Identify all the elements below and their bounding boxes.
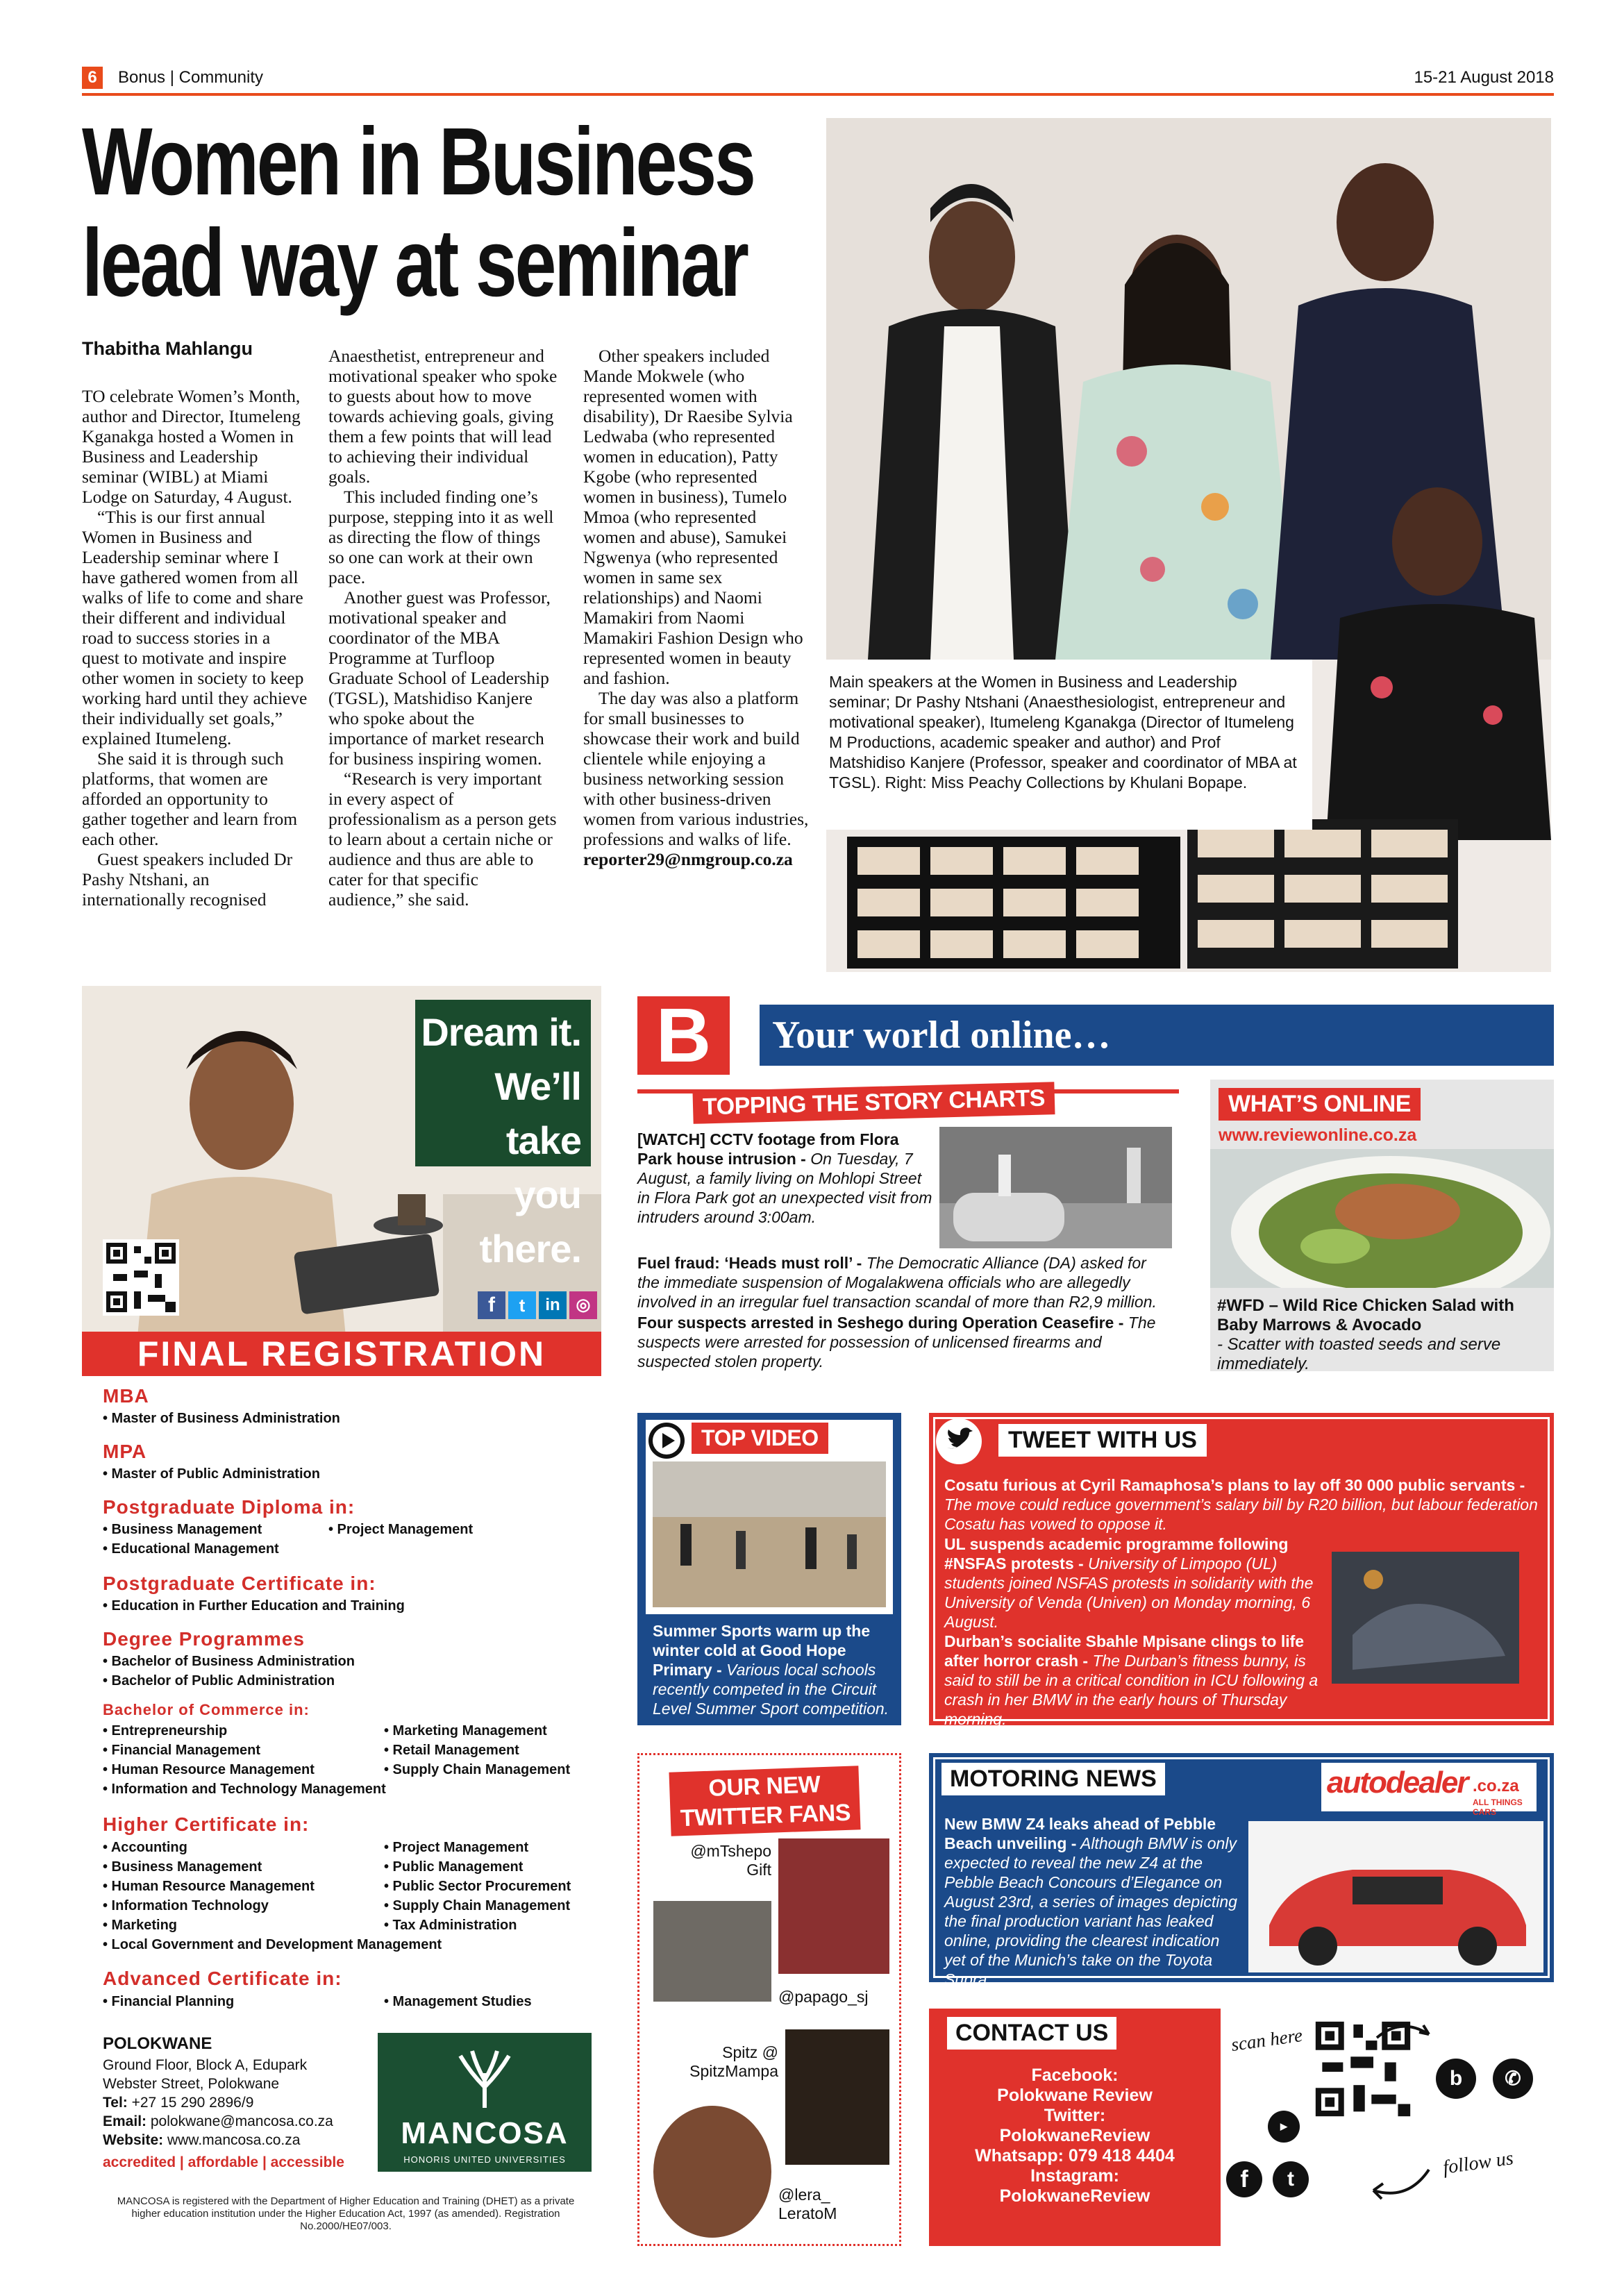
fan-handle[interactable]: Spitz @ SpitzMampa [689,2043,778,2080]
story-body: - Scatter with toasted seeds and serve immediately. [1217,1335,1501,1373]
headline-line-2: lead way at seminar [82,210,747,317]
tel-label: Tel: [103,2095,128,2111]
twitter-fans-tab [669,1766,860,1836]
paragraph: Another guest was Professor, motivational speaker and coordinator of the MBA Programme at Turfloop Graduate School of Leadership (TGSL), Matshidiso Kanjere who spoke about the importance of market research for business inspiring women. [328,587,551,769]
brand-name: MANCOSA [401,2116,569,2150]
seminar-photo [826,118,1551,972]
arrow-icon [1366,2163,1436,2204]
paragraph: This included finding one’s purpose, stepping into it as well as directing the flow of things so one can work at their own pace. [328,487,554,587]
story-body: Although BMW is only expected to reveal the new Z4 at the Pebble Beach Concours d’Elegance on August 23rd, a series of images depicting the final production variant has leaked online, providing the clearest indication yet of the Munich’s take on the Toyota Supra. [944,1834,1237,1988]
programme-heading: Degree Programmes [103,1628,305,1650]
tab-line: OUR NEW [708,1771,821,1802]
online-section [637,993,1554,2246]
autodealer-tld: .co.za [1473,1777,1519,1795]
email-label: Email: [103,2113,147,2129]
contact-line[interactable]: Whatsapp: 079 418 4404 [975,2146,1175,2165]
fan-photo [653,1901,771,2002]
programme-item: • Information and Technology Management [103,1782,386,1797]
contact-line[interactable]: Polokwane Review [997,2086,1153,2105]
programme-heading: MBA [103,1385,149,1407]
programme-item: • Business Management [103,1859,262,1875]
twitter-icon[interactable]: t [1273,2161,1309,2197]
paragraph: She said it is through such platforms, that women are afforded an opportunity to gather together and learn from each other. [82,748,298,849]
fan-handle[interactable]: @lera_ LeratoM [778,2186,837,2222]
story-body: On Tuesday, 7 August, a family living on Mohlopi Street in Flora Park got an unexpected visit from intruders around 3:00am. [637,1150,932,1226]
fan-photo [653,2106,771,2238]
whatsapp-icon[interactable]: ✆ [1493,2059,1533,2099]
sports-illustration [653,1461,886,1607]
headline [82,108,840,317]
story-item[interactable] [944,1632,1330,1729]
story-item[interactable] [944,1475,1541,1534]
contact-line[interactable]: PolokwaneReview [999,2126,1150,2145]
slogan-line: you there. [479,1173,581,1271]
facebook-icon[interactable]: f [1226,2161,1262,2197]
story-body: The suspects were arrested for possession of unlicensed firearms and suspected stolen property. [637,1314,1156,1371]
twitter-icon[interactable]: t [508,1291,536,1319]
ad-photo [82,986,601,1336]
cctv-illustration [939,1127,1172,1248]
tel-value[interactable]: +27 15 290 2896/9 [127,2095,254,2111]
scan-here-label: scan here [1230,2024,1304,2056]
programme-item: • Education in Further Education and Training [103,1598,405,1614]
paragraph: Anaesthetist, entrepreneur and motivational speaker who spoke to guests about how to move towards achieving goals, giving them a few points that will lead to achieving their individual goals. [328,346,558,487]
whats-online-tab: WHAT’S ONLINE [1219,1088,1421,1121]
contact-line: Instagram: [1030,2166,1119,2186]
campus-city: POLOKWANE [103,2034,212,2053]
motoring-tab: MOTORING NEWS [941,1763,1165,1795]
top-video-tab: TOP VIDEO [692,1423,828,1454]
speakers-illustration [826,118,1551,972]
tab-line: TWITTER FANS [680,1799,851,1832]
programme-item: • Project Management [328,1522,474,1537]
play-icon[interactable] [647,1421,686,1460]
story-body: The Democratic Alliance (DA) asked for the immediate suspension of Mogalakwena officials who are allegedly involved in an irregular fuel transaction scandal of more than R2,9 million. [637,1254,1157,1311]
fan-handle[interactable]: @mTshepo Gift [690,1842,771,1879]
programme-item: • Retail Management [384,1743,519,1758]
campus-phone [103,2095,253,2111]
web-label: Website: [103,2132,164,2148]
bmw-photo [1248,1821,1543,1972]
car-illustration [1248,1821,1543,1972]
byline: Thabitha Mahlangu [82,338,253,359]
story-item[interactable] [637,1313,1172,1371]
story-item[interactable] [637,1253,1172,1312]
programme-item: • Educational Management [103,1541,279,1557]
contact-line: Twitter: [1044,2106,1106,2125]
slogan-line: We’ll take [494,1064,581,1162]
story-title: UL suspends academic programme following #NSFAS protests - [944,1535,1289,1573]
story-title: [WATCH] CCTV footage from Flora Park house intrusion - [637,1130,899,1168]
page-number: 6 [82,67,103,89]
paragraph: Other speakers included Mande Mokwele (who represented women with disability), Dr Raesibe Sylvia Ledwaba (who represented women in education), Patty Kgobe (who represented women in business), Tumelo Mmoa (who represented women and abuse), Samukei Ngwenya (who represented women in same sex relationships) and Naomi Mamakiri from Naomi Mamakiri Fashion Design who represented women in beauty and fashion. [583,346,803,688]
arrow-icon [1373,2017,1436,2052]
story-title: Summer Sports warm up the winter cold at Good Hope Primary - [653,1622,871,1679]
paragraph: TO celebrate Women’s Month, author and Director, Itumeleng Kganakga hosted a Women in Business and Leadership seminar (WIBL) at Miami Lodge on Saturday, 4 August. [82,386,301,507]
tweet-tab: TWEET WITH US [998,1424,1207,1457]
campus-address: Webster Street, Polokwane [103,2076,280,2092]
ad-slogan [415,1000,591,1271]
blog-icon[interactable]: b [1436,2059,1476,2099]
paragraph: “This is our first annual Women in Business and Leadership seminar where I have gathered women from all walks of life to come and share their different and individual road to success stories in a quest to motivate and inspire other women in society to keep working hard until they achieve their individually set goals,” explained Itumeleng. [82,507,308,748]
programme-item: • Accounting [103,1840,187,1855]
programme-item: • Marketing [103,1918,178,1933]
programme-heading: Postgraduate Diploma in: [103,1496,355,1518]
tweet-box [929,1413,1554,1728]
section-label: Bonus | Community [118,68,263,87]
programme-heading: Advanced Certificate in: [103,1968,342,1989]
story-body: The Durban’s fitness bunny, is said to still be in a critical condition in ICU following a crash in her BMW in the early hours of Thursday morning. [944,1652,1319,1728]
programme-item: • Supply Chain Management [384,1898,571,1913]
fan-photo [778,1838,889,1974]
qr-code-icon[interactable] [103,1239,179,1316]
programme-item: • Marketing Management [384,1723,547,1738]
headline-line-1: Women in Business [82,108,754,215]
story-title: Fuel fraud: ‘Heads must roll’ - [637,1254,862,1272]
paragraph: “Research is very important in every aspect of professionalism as a person gets to learn about a certain niche or audience and thus are able to cater for that specific audience,” she said. [328,769,557,910]
programme-item: • Public Management [384,1859,524,1875]
reporter-email[interactable]: reporter29@nmgroup.co.za [583,849,793,869]
story-body: The move could reduce government’s salary bill by R20 billion, but labour federation Cosatu has vowed to oppose it. [944,1495,1538,1533]
programme-item: • Human Resource Management [103,1762,315,1777]
b-logo: B [637,996,730,1075]
campus-email [103,2113,333,2130]
facebook-icon[interactable]: f [478,1291,505,1319]
crash-illustration [1332,1552,1519,1684]
photo-caption: Main speakers at the Women in Business and Leadership seminar; Dr Pashy Ntshani (Anaesthesiologist, entrepreneur and motivational speaker), Itumeleng Kganakga (Director of Itumeleng M Productions, academic speaker and author) and Prof Matshidiso Kanjere (Professor, speaker and coordinator of MBA at TGSL). Right: Miss Peachy Collections by Khulani Bopape. [829,673,1297,791]
follow-us-label: follow us [1441,2147,1515,2179]
twitter-fans-box [637,1753,901,2246]
mancosa-advert [82,986,601,2249]
contact-box [929,2009,1221,2246]
youtube-icon[interactable]: ▶ [1268,2111,1300,2143]
story-body: University of Limpopo (UL) students joined NSFAS protests in solidarity with the University of Venda (Univen) on Monday morning, 6 August. [944,1555,1314,1631]
ad-tagline: accredited | affordable | accessible [103,2154,344,2170]
story-title: Cosatu furious at Cyril Ramaphosa’s plans to lay off 30 000 public servants - [944,1476,1525,1494]
programme-item: • Entrepreneurship [103,1723,228,1738]
cctv-photo [939,1127,1172,1248]
story-title: Four suspects arrested in Seshego during Operation Ceasefire - [637,1314,1124,1332]
fan-photo [785,2029,889,2165]
programme-heading: MPA [103,1441,147,1462]
crash-photo [1332,1552,1519,1684]
story-body: Various local schools recently competed in the Circuit Level Summer Sport competition. [653,1661,889,1718]
linkedin-icon[interactable]: in [539,1291,567,1319]
programme-item: • Supply Chain Management [384,1762,571,1777]
story-item[interactable] [637,1130,932,1227]
programme-item: • Bachelor of Public Administration [103,1673,335,1689]
autodealer-sub: ALL THINGS CARS [1473,1798,1523,1817]
campus-website [103,2132,300,2149]
contact-line: Facebook: [1031,2065,1119,2085]
story-item[interactable] [944,1814,1243,1989]
story-item[interactable] [653,1621,892,1718]
twitter-bird-icon [935,1417,983,1466]
autodealer-logo [1321,1763,1537,1817]
programme-item: • Master of Public Administration [103,1466,320,1482]
contact-tab: CONTACT US [947,2017,1116,2050]
story-title: #WFD – Wild Rice Chicken Salad with Baby Marrows & Avocado [1217,1296,1514,1334]
programme-item: • Business Management [103,1522,262,1537]
brand-subtitle: HONORIS UNITED UNIVERSITIES [403,2154,566,2165]
whats-online-box [1210,1080,1554,1371]
issue-date: 15-21 August 2018 [1414,68,1554,87]
instagram-icon[interactable]: ◎ [569,1291,597,1319]
website-link[interactable]: www.reviewonline.co.za [1219,1125,1417,1145]
paragraph: The day was also a platform for small businesses to showcase their work and build clientele while enjoying a business networking session with other business-driven women from various industries, professions and walks of life. [583,688,809,849]
programme-heading: Bachelor of Commerce in: [103,1701,310,1718]
motoring-box [929,1753,1554,1988]
story-charts-tab: TOPPING THE STORY CHARTS [692,1082,1055,1124]
contact-line[interactable]: PolokwaneReview [999,2186,1150,2206]
header-rule [82,93,1554,96]
story-title: Durban’s socialite Sbahle Mpisane clings to life after horror crash - [944,1632,1305,1670]
programme-item: • Tax Administration [384,1918,517,1933]
programme-heading: Higher Certificate in: [103,1813,310,1835]
programme-item: • Information Technology [103,1898,269,1913]
email-value[interactable]: polokwane@mancosa.co.za [147,2113,333,2129]
programme-item: • Financial Management [103,1743,261,1758]
mancosa-logo [378,2033,592,2172]
paragraph: Guest speakers included Dr Pashy Ntshani, an internationally recognised [82,849,293,910]
programme-item: • Public Sector Procurement [384,1879,571,1894]
campus-address: Ground Floor, Block A, Edupark [103,2057,308,2073]
story-title: New BMW Z4 leaks ahead of Pebble Beach unveiling - [944,1815,1216,1852]
article-column-2 [328,346,558,910]
programme-item: • Master of Business Administration [103,1411,340,1426]
sports-photo[interactable] [653,1461,886,1607]
page-header [82,65,1554,90]
fan-handle[interactable]: @papago_sj [778,1988,869,2006]
programme-item: • Management Studies [384,1994,532,2009]
programme-item: • Local Government and Development Management [103,1937,442,1952]
salad-photo [1210,1149,1554,1288]
programme-item: • Human Resource Management [103,1879,315,1894]
article-column-1 [82,386,308,910]
salad-illustration [1210,1149,1554,1288]
story-charts-box [637,1084,1179,1371]
programme-heading: Postgraduate Certificate in: [103,1573,376,1594]
slogan-line: Dream it. [421,1010,581,1054]
online-title-bar: Your world online… [760,1005,1554,1066]
top-video-box [637,1413,901,1725]
autodealer-name: autodealer [1327,1766,1468,1800]
final-registration-banner: FINAL REGISTRATION [82,1332,601,1376]
web-value[interactable]: www.mancosa.co.za [163,2132,301,2148]
article-column-3 [583,346,812,869]
story-item[interactable] [944,1534,1330,1632]
programme-item: • Financial Planning [103,1994,235,2009]
mancosa-emblem-icon [450,2045,519,2111]
registration-notice: MANCOSA is registered with the Department of Higher Education and Training (DHET) as a private higher education institution under the Higher Education Act, 1997 (as amended). Registration No.2000/HE07/003. [117,2195,575,2232]
programme-item: • Bachelor of Business Administration [103,1654,355,1669]
story-item[interactable] [1217,1296,1547,1374]
programme-item: • Project Management [384,1840,529,1855]
contact-details [929,2065,1221,2206]
